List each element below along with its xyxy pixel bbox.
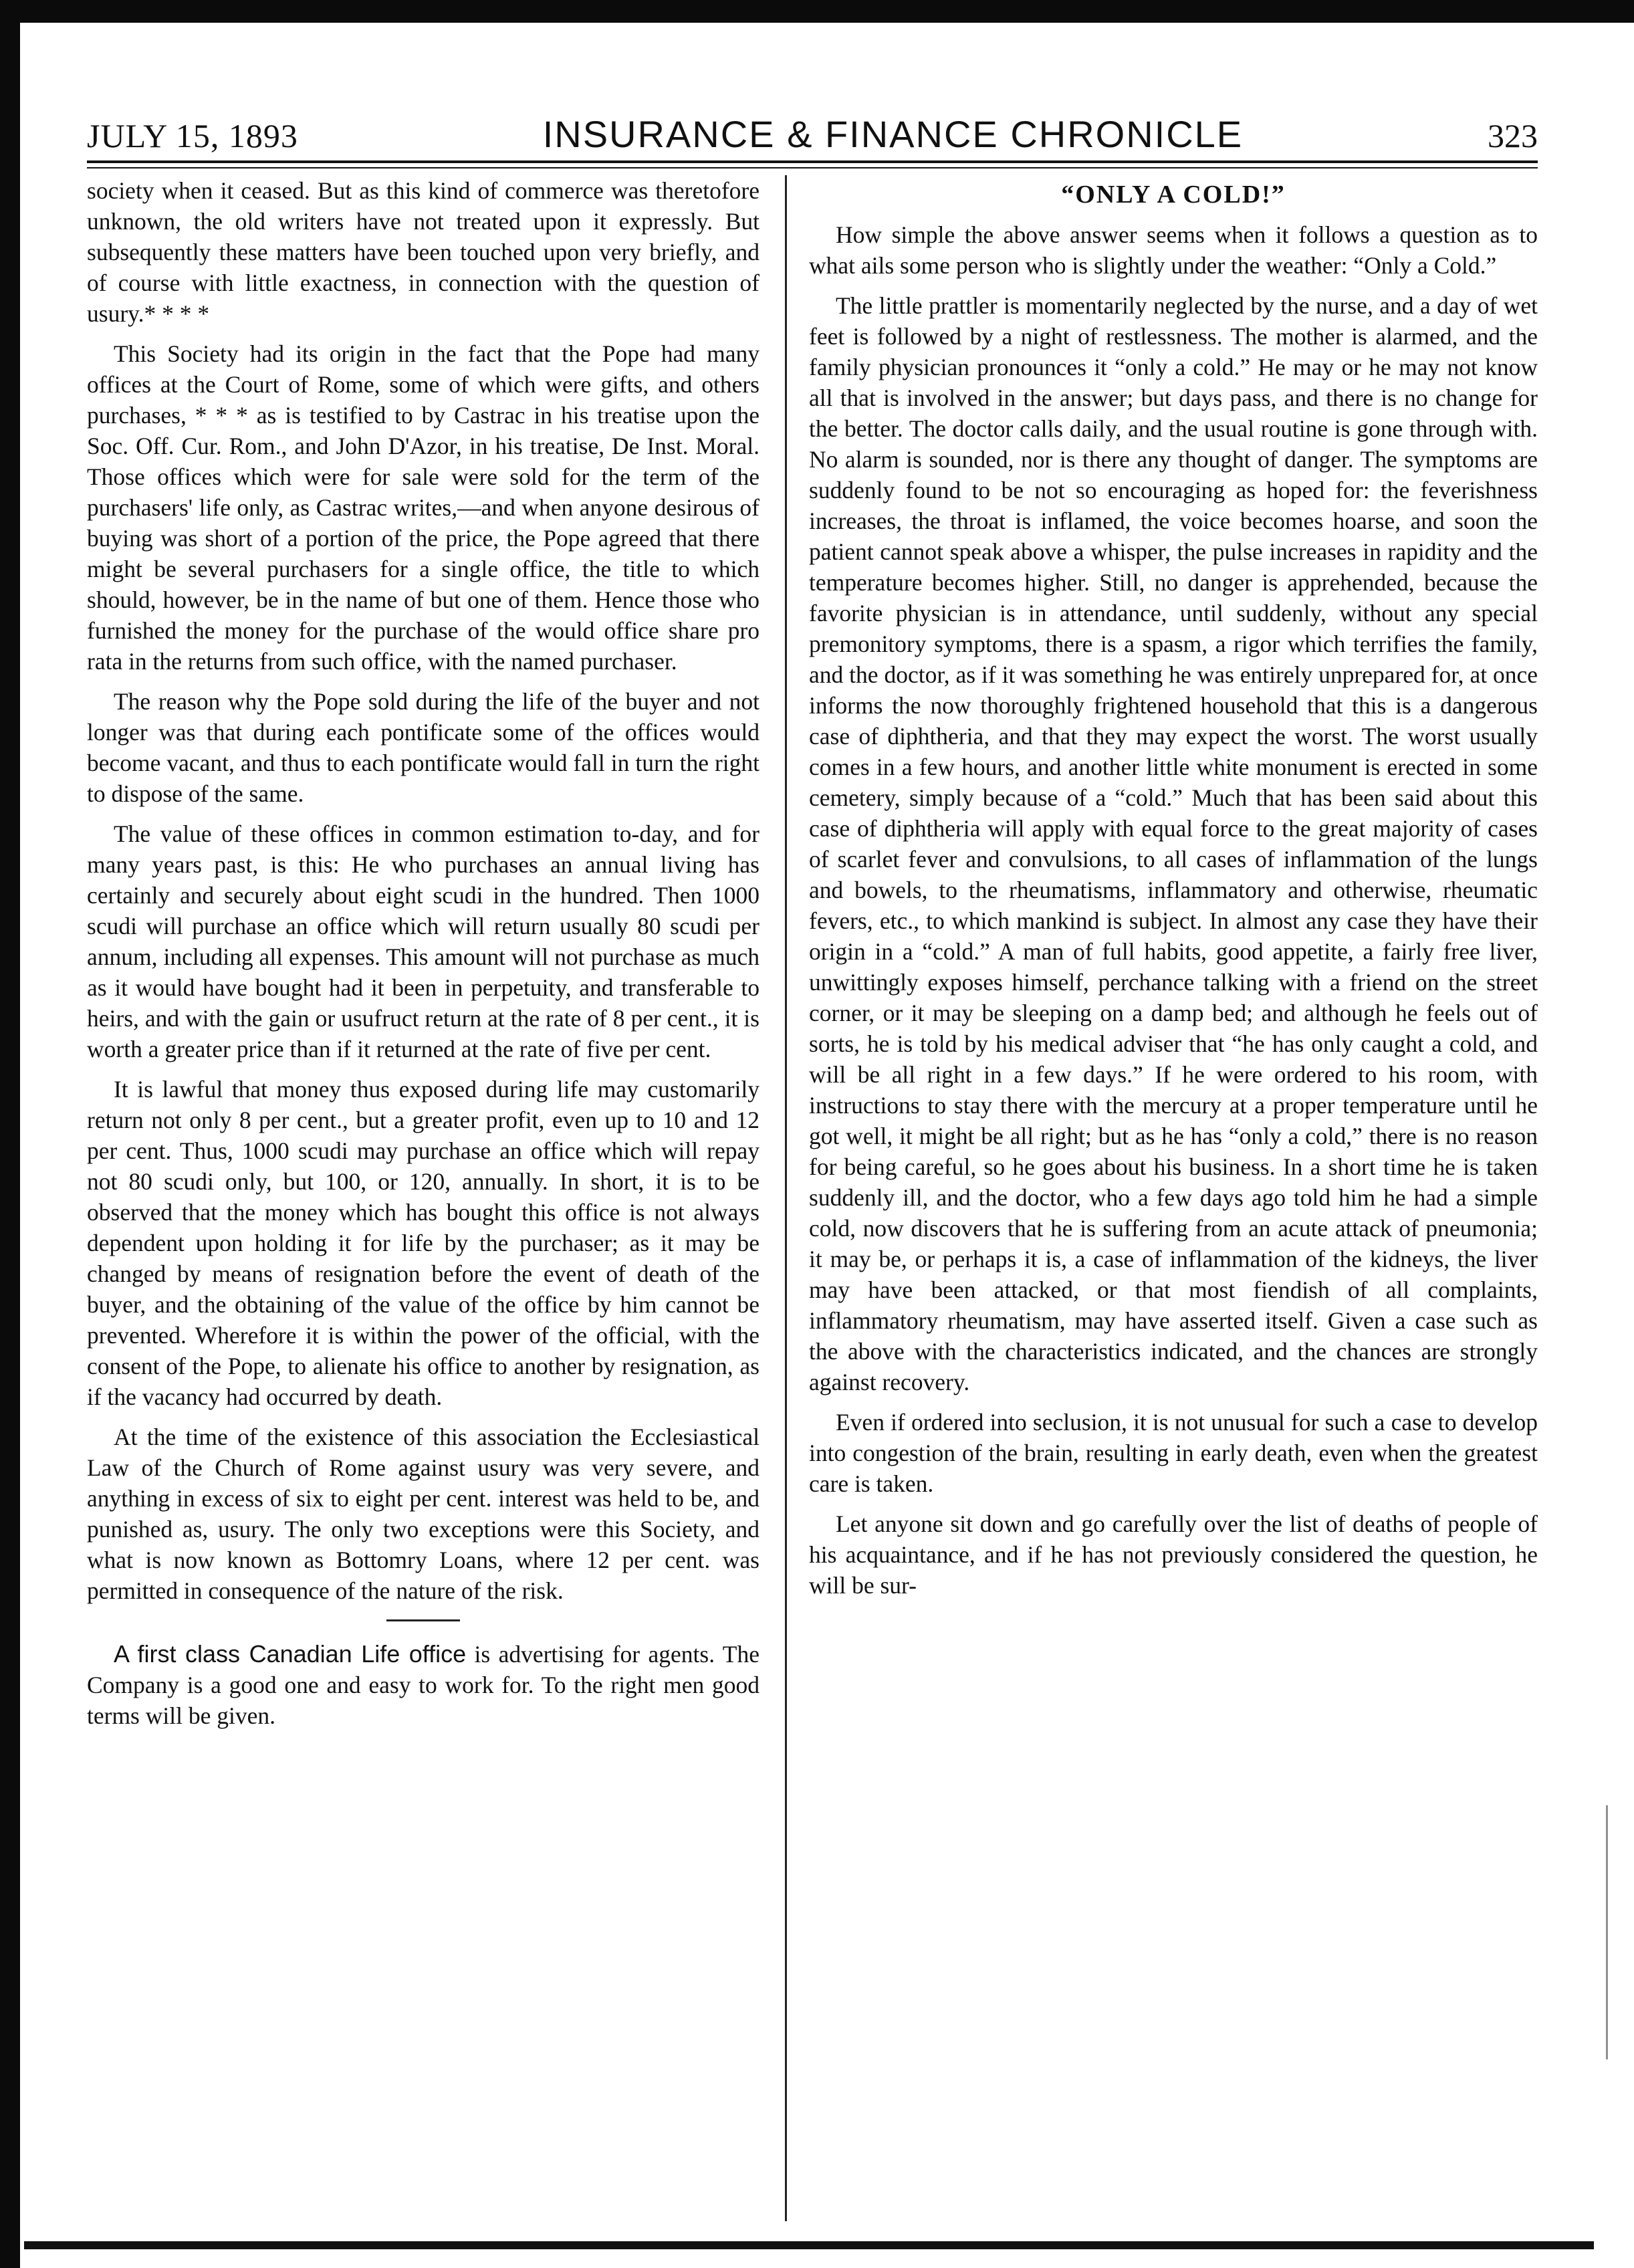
paragraph: The reason why the Pope sold during the life of the buyer and not longer was that during each pontificate some of the offices would become vacant, and thus to each pontificate would fall in turn the right to dispose of the same. xyxy=(87,688,760,807)
paragraph: Even if ordered into seclusion, it is not unusual for such a case to develop into congestion of the brain, resulting in early death, even when the greatest care is taken. xyxy=(809,1409,1538,1497)
paragraph: It is lawful that money thus exposed during life may customarily return not only 8 per cent., but a greater profit, even up to 10 and 12 per cent. Thus, 1000 scudi may purchase an office which will repay not 80 scudi only, but 100, or 120, annually. In short, it is to be observed that the money which has bought this office is not always dependent upon holding it for life by the purchaser; as it may be changed by means of resignation before the event of death of the buyer, and the obtaining of the value of the office by him cannot be prevented. Wherefore it is within the power of the official, with the consent of the Pope, to alienate his office to another by resignation, as if the vacancy had occurred by death. xyxy=(87,1076,760,1410)
scan-margin-marks xyxy=(1606,1805,1627,2059)
paragraph: Let anyone sit down and go carefully over the list of deaths of people of his acquaintance, and if he has not previously considered the question, he will be sur- xyxy=(809,1510,1538,1599)
header-rule xyxy=(87,160,1538,168)
paragraph: The little prattler is momentarily neglected by the nurse, and a day of wet feet is followed by a night of restlessness. The mother is alarmed, and the family physician pronounces it “only a cold.” He may or he may not know all that is involved in the answer; but days pass, and there is no change for the better. The doctor calls daily, and the usual routine is gone through with. No alarm is sounded, nor is there any thought of danger. The symptoms are suddenly found to be not so encouraging as hoped for: the feverishness increases, the throat is inflamed, the voice becomes hoarse, and soon the patient cannot speak above a whisper, the pulse increases in rapidity and the temperature becomes higher. Still, no danger is apprehended, because the favorite physician is in attendance, until suddenly, without any special premonitory symptoms, there is a spasm, a rigor which terrifies the family, and the doctor, as if it was something he was entirely unprepared for, at once informs the now thoroughly frightened household that this is a dangerous case of diphtheria, and that they may expect the worst. The worst usually comes in a few hours, and another little white monument is erected in some cemetery, simply because of a “cold.” Much that has been said about this case of diphtheria will apply with equal force to the great majority of cases of scarlet fever and convulsions, to all cases of inflammation of the lungs and bowels, to the rheumatisms, inflammatory and otherwise, rheumatic fevers, etc., to which mankind is subject. In almost any case they have their origin in a “cold.” A man of full habits, good appetite, a fairly free liver, unwittingly exposes himself, perchance talking with a friend on the street corner, or it may be sleeping on a damp bed; and although he feels out of sorts, he is told by his medical adviser that “he has only caught a cold, and will be all right in a few days.” If he were ordered to his room, with instructions to stay there with the mercury at a proper temperature until he got well, it might be all right; but as he has “only a cold,” there is no reason for being careful, so he goes about his business. In a short time he is taken suddenly ill, and the doctor, who a few days ago told him he had a simple cold, now discovers that he is suffering from an acute attack of pneumonia; it may be, or perhaps it is, a case of inflammation of the kidneys, the liver may have been attacked, or that most fiendish of all complaints, inflammatory rheumatism, may have asserted itself. Given a case such as the above with the characteristics indicated, and the chances are strongly against recovery. xyxy=(809,292,1538,1395)
paragraph: The value of these offices in common estimation to-day, and for many years past, is this: He who purchases an annual living has certainly and securely about eight scudi in the hundred. Then 1000 scudi will purchase an office which will return usually 80 scudi per annum, including all expenses. This amount will not purchase as much as it would have bought had it been in perpetuity, and transferable to heirs, and with the gain or usufruct return at the rate of 8 per cent., it is worth a greater price than if it returned at the rate of five per cent. xyxy=(87,820,760,1062)
section-separator xyxy=(386,1619,460,1621)
issue-date: JULY 15, 1893 xyxy=(87,117,298,154)
column-divider xyxy=(785,175,787,2221)
article-title: “ONLY A COLD!” xyxy=(1061,181,1286,209)
publication-title: INSURANCE & FINANCE CHRONICLE xyxy=(542,113,1244,155)
page-number: 323 xyxy=(1487,117,1538,154)
right-column xyxy=(809,175,1538,2221)
paragraph: society when it ceased. But as this kind of commerce was theretofore unknown, the old writers have not treated upon it expressly. But subsequently these matters have been touched upon very briefly, and of course with little exactness, in connection with the question of usury.* * * * xyxy=(87,177,760,327)
left-column xyxy=(87,175,760,2221)
advertisement-lead: A first class Canadian Life office xyxy=(114,1640,467,1668)
advertisement-notice xyxy=(87,1639,760,1731)
paragraph: At the time of the existence of this association the Ecclesiastical Law of the Church of Rome against usury was very severe, and anything in excess of six to eight per cent. interest was held to be, and punished as, usury. The only two exceptions were this Society, and what is now known as Bottomry Loans, where 12 per cent. was permitted in consequence of the nature of the risk. xyxy=(87,1424,760,1604)
scan-left-edge xyxy=(0,0,20,2268)
scan-bottom-edge xyxy=(24,2241,1594,2249)
running-head xyxy=(87,112,1538,166)
paragraph: This Society had its origin in the fact that the Pope had many offices at the Court of Rome, some of which were gifts, and others purchases, * * * as is testified to by Castrac in his treatise upon the Soc. Off. Cur. Rom., and John D'Azor, in his treatise, De Inst. Moral. Those offices which were for sale were sold for the term of the purchasers' life only, as Castrac writes,—and when anyone desirous of buying was short of a portion of the price, the Pope agreed that there might be several purchasers for a single office, the title to which should, however, be in the name of but one of them. Hence those who furnished the money for the purchase of the would office share pro rata in the returns from such office, with the named purchaser. xyxy=(87,340,760,675)
scan-top-edge xyxy=(0,0,1634,23)
paragraph: How simple the above answer seems when it follows a question as to what ails some person who is slightly under the weather: “Only a Cold.” xyxy=(809,221,1538,279)
advertisement-text: is advertising for agents. The Company is a good one and easy to work for. To the right men good terms will be given. xyxy=(87,1641,760,1729)
